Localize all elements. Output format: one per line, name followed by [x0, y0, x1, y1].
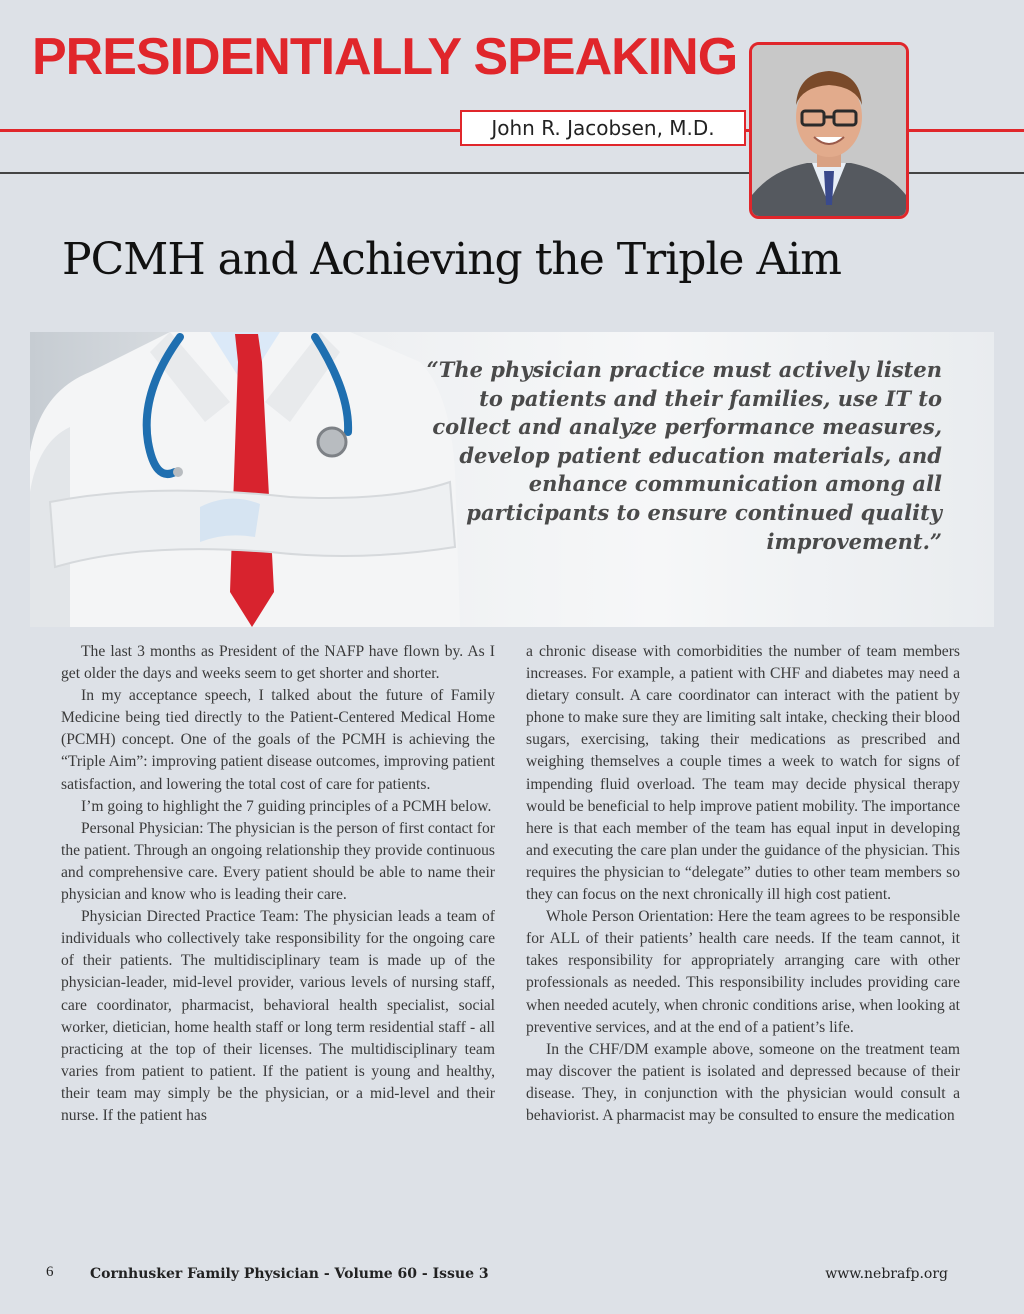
author-name: John R. Jacobsen, M.D. — [491, 116, 715, 140]
paragraph: In my acceptance speech, I talked about the future of Family Medicine being tied directly to the Patient-Centered Medical Home (PCMH) concept. One of the goals of the PCMH is achieving the “Triple Aim”: improving patient disease outcomes, improving patient satisfaction, and lowering the total cost of care for patients. — [61, 687, 495, 793]
paragraph: In the CHF/DM example above, someone on the treatment team may discover the patient is isolated and depressed because of their disease. They, in conjunction with the physician would consult a behaviorist. A pharmacist may be consulted to ensure the medication — [526, 1040, 960, 1124]
page-number: 6 — [46, 1264, 54, 1280]
website-link[interactable]: www.nebrafp.org — [825, 1266, 948, 1282]
hero-image — [30, 332, 994, 627]
doctor-illustration — [30, 332, 490, 627]
paragraph: I’m going to highlight the 7 guiding principles of a PCMH below. — [81, 797, 492, 815]
article-headline: PCMH and Achieving the Triple Aim — [62, 234, 842, 285]
author-photo — [749, 42, 909, 219]
article-column-right — [526, 641, 960, 1127]
paragraph-continuation: a chronic disease with comorbidities the number of team members increases. For example, a patient with CHF and diabetes may need a dietary consult. A care coordinator can interact with the patient by phone to make sure they are limiting salt intake, checking their blood sugars, exercising, taking their medications as prescribed and weighing themselves a couple times a week to watch for signs of impending fluid overload. The team may decide physical therapy would be beneficial to help improve patient mobility. The importance here is that each member of the team has equal input in developing and executing the care plan under the guidance of the physician. This requires the physician to “delegate” duties to other team members so they can focus on the next chronically ill high cost patient. — [526, 643, 960, 904]
article-column-left — [61, 641, 495, 1127]
pull-quote: “The physician practice must actively listen to patients and their families, use IT to collect and analyze performance measures, develop patient education materials, and enhance communication among all participants to ensure continued quality improvement.” — [426, 357, 942, 554]
paragraph: Personal Physician: The physician is the person of first contact for the patient. Through an ongoing relationship they provide continuous and comprehensive care. Every patient should be able to name their physician and know who is leading their care. — [61, 819, 495, 904]
author-byline — [460, 110, 746, 146]
paragraph: The last 3 months as President of the NAFP have flown by. As I get older the days and weeks seem to get shorter and shorter. — [61, 643, 495, 683]
paragraph: Whole Person Orientation: Here the team agrees to be responsible for ALL of their patients’ health care needs. If the team cannot, it takes responsibility for appropriately arranging care with other professionals as needed. This responsibility includes providing care when needed acutely, when chronic conditions arise, when looking at preventive services, and at the end of a patient’s life. — [526, 908, 960, 1036]
masthead-title: PRESIDENTIALLY SPEAKING — [32, 28, 738, 86]
paragraph: Physician Directed Practice Team: The physician leads a team of individuals who collectively take responsibility for the ongoing care of their patients. The multidisciplinary team is made up of the physician-leader, mid-level provider, various levels of nursing staff, care coordinator, pharmacist, behavioral health specialist, social worker, dietician, home health staff or long term residential staff - all practicing at the top of their licenses. The multidisciplinary team varies from patient to patient. If the patient is young and healthy, their team may simply be the physician, or a mid-level and their nurse. If the patient has — [61, 908, 495, 1124]
publication-title: Cornhusker Family Physician - Volume 60 - Issue 3 — [90, 1266, 489, 1282]
